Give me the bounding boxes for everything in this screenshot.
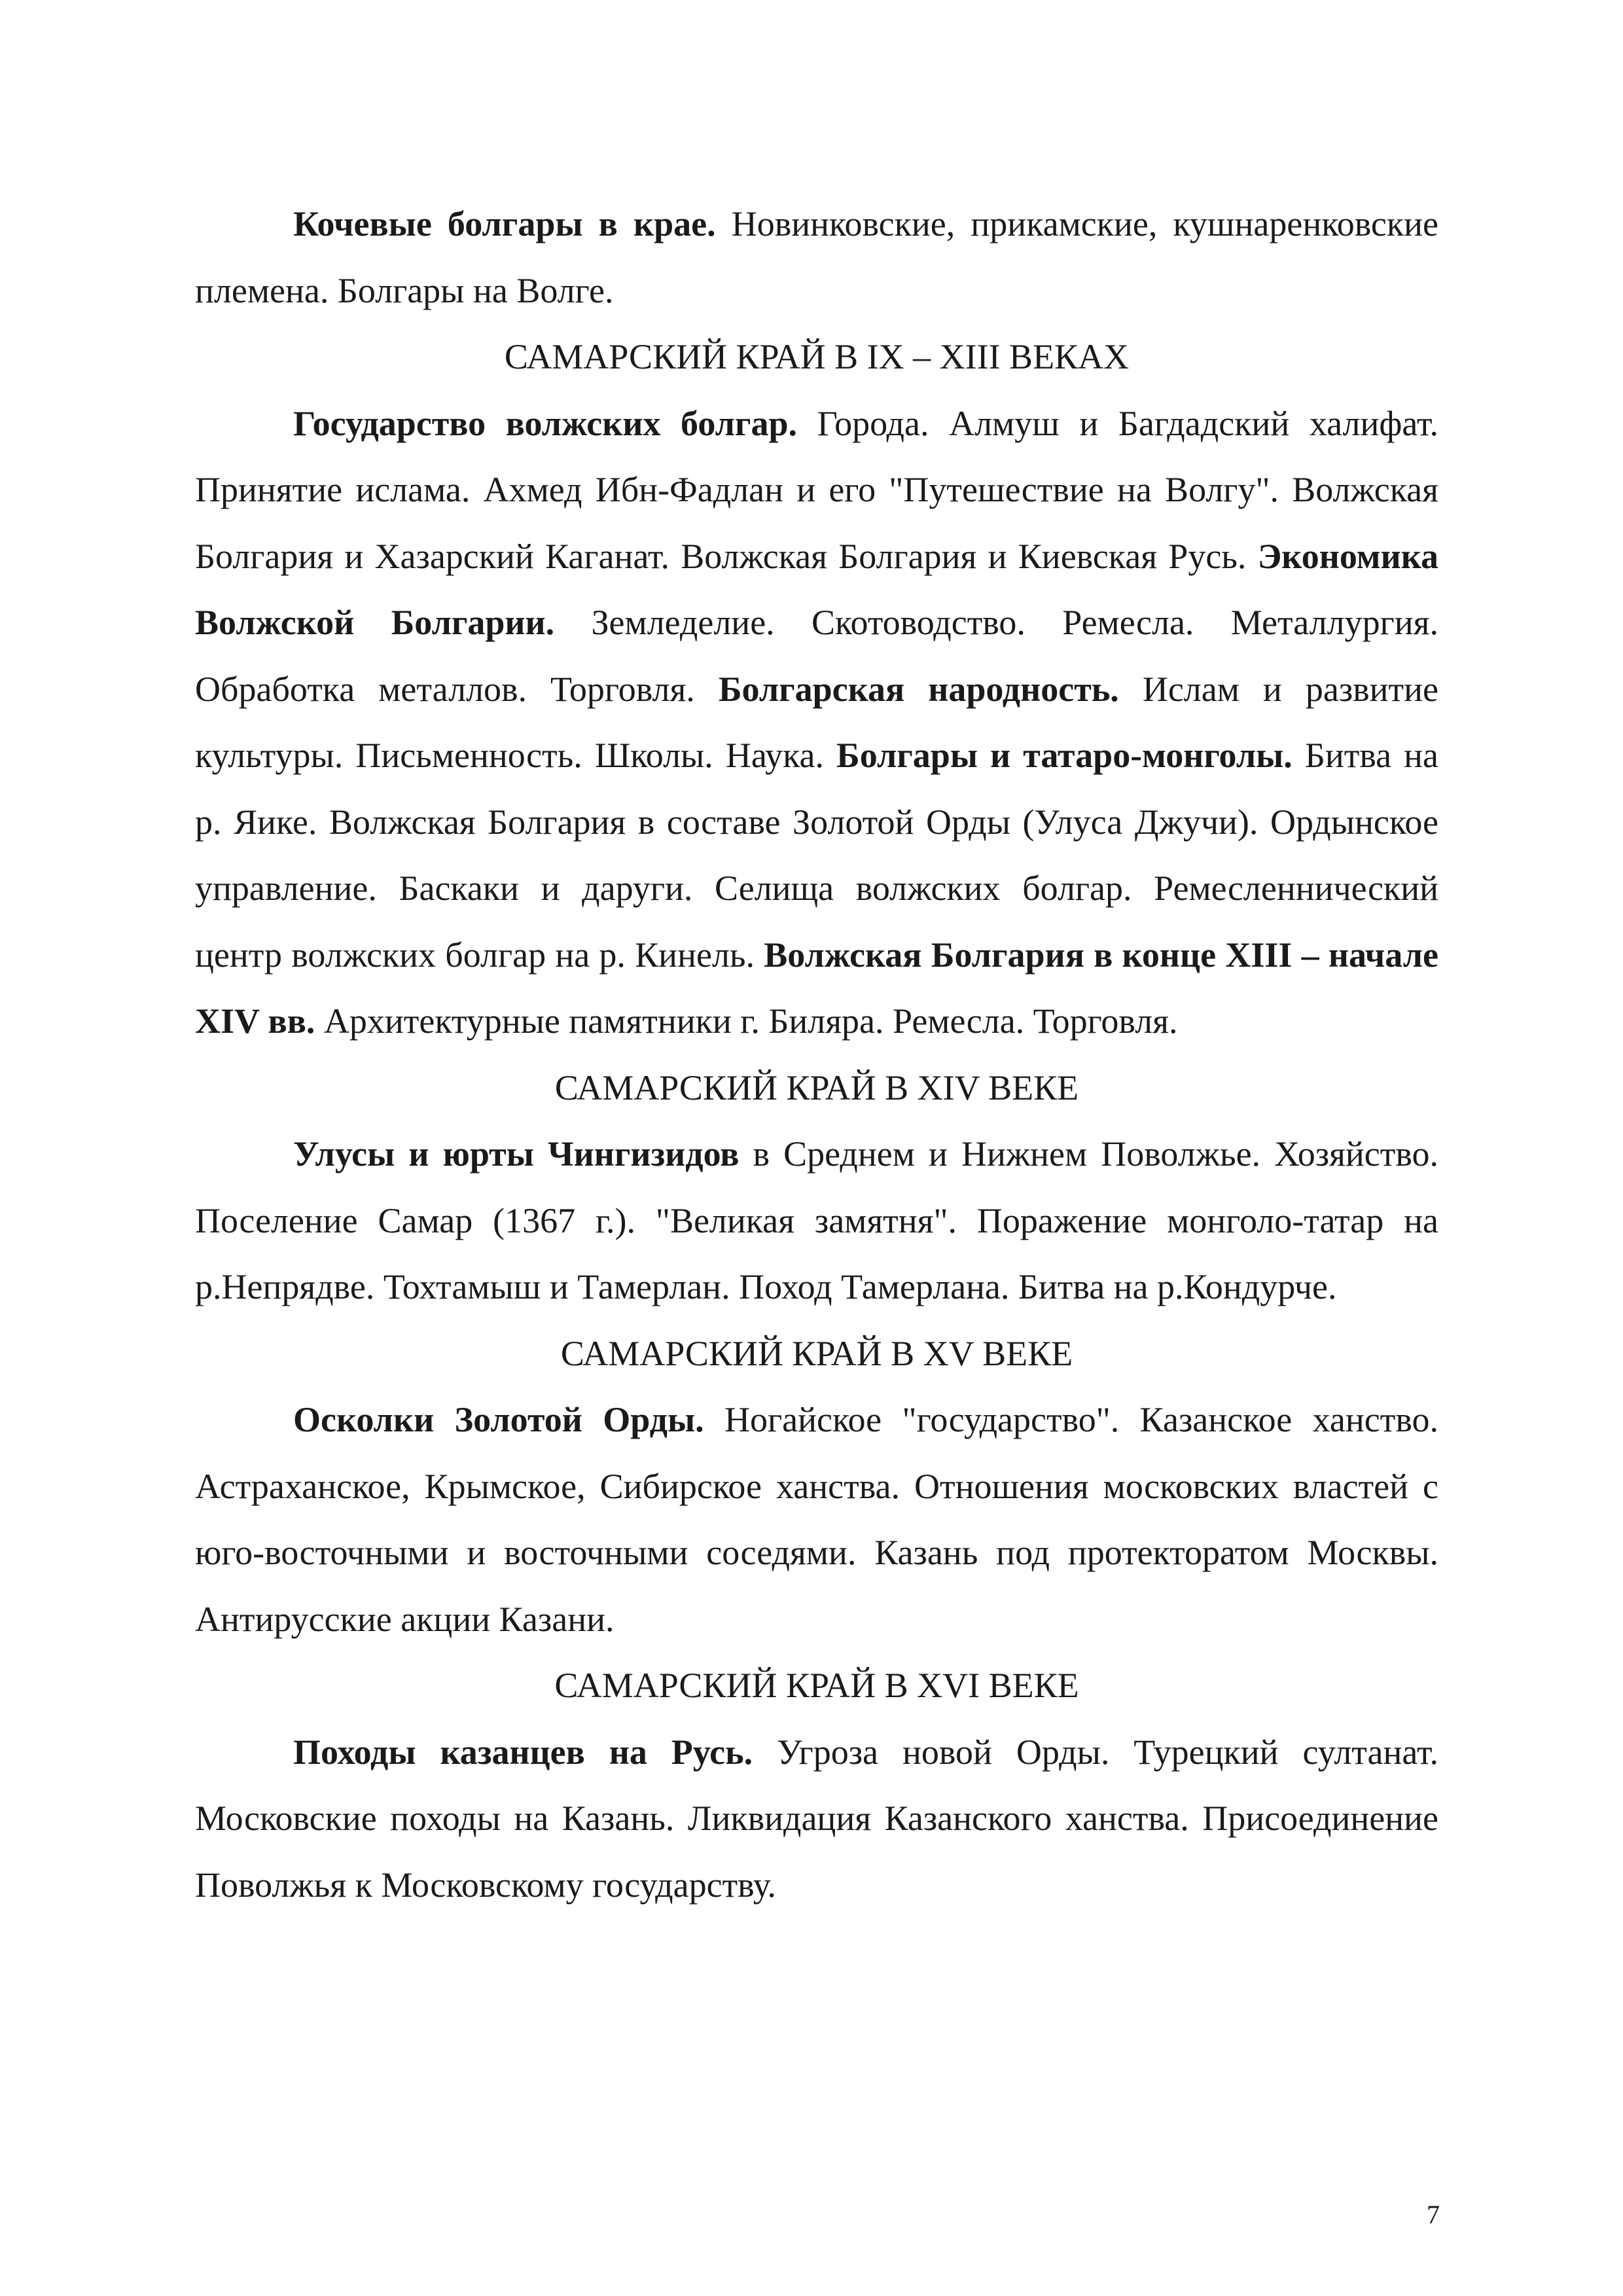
text-run: Города. Алмуш и Багдадский халифат. Принятие ислама. Ахмед Ибн-Фадлан и его "Путешествие на Волгу". Волжская Болгария и Хазарский Каганат. Волжская Болгария и Киевская Русь. (195, 403, 1439, 576)
bold-phrase: Государство волжских болгар. (293, 403, 797, 443)
text-run: Угроза новой Орды. Турецкий султанат. Московские походы на Казань. Ликвидация Казанского ханства. Присоединение Поволжья к Московскому государству. (195, 1732, 1438, 1905)
paragraph-golden-horde-fragments (195, 1387, 1438, 1653)
bold-phrase: Болгары и татаро-монголы. (836, 736, 1293, 775)
heading-ix-xiii-centuries: САМАРСКИЙ КРАЙ В IX – XIII ВЕКАХ (504, 337, 1130, 376)
page-text (195, 191, 1438, 1918)
text-run: Земледелие. Скотоводство. Ремесла. Металлургия. Обработка металлов. Торговля. (195, 603, 1438, 709)
bold-phrase: Улусы и юрты Чингизидов (293, 1134, 740, 1174)
page-number: 7 (1427, 2200, 1440, 2229)
text-run: Новинковские, прикамские, кушнаренковские племена. Болгары на Волге. (195, 204, 1438, 310)
bold-phrase: Кочевые болгары в крае. (293, 204, 716, 243)
text-run: в Среднем и Нижнем Поволжье. Хозяйство. Поселение Самар (1367 г.). "Великая замятня". Поражение монголо-татар на р.Непрядве. Тохтамыш и Тамерлан. Поход Тамерлана. Битва на р.Кондурче. (195, 1134, 1438, 1306)
bold-phrase: Болгарская народность. (718, 669, 1119, 709)
bold-phrase: Волжская Болгария в конце XIII – начале XIV вв. (195, 935, 1438, 1041)
text-run: Ногайское "государство". Казанское ханство. Астраханское, Крымское, Сибирское ханства. Отношения московских властей с юго-восточными и восточными соседями. Казань под протекторатом Москвы. Антирусские акции Казани. (195, 1400, 1438, 1639)
paragraph-kazan-campaigns (195, 1719, 1438, 1919)
bold-phrase: Экономика Волжской Болгарии. (195, 536, 1438, 642)
paragraph-volga-bulgaria (195, 391, 1438, 1055)
text-run: Архитектурные памятники г. Биляра. Ремесла. Торговля. (315, 1001, 1178, 1041)
heading-xv-century: САМАРСКИЙ КРАЙ В XV ВЕКЕ (560, 1333, 1073, 1373)
paragraph-uluses-yurts (195, 1121, 1438, 1321)
paragraph-nomadic-bulgars (195, 191, 1438, 324)
heading-xiv-century: САМАРСКИЙ КРАЙ В XIV ВЕКЕ (554, 1067, 1079, 1107)
bold-phrase: Осколки Золотой Орды. (293, 1400, 704, 1439)
text-run: Ислам и развитие культуры. Письменность. Школы. Наука. (195, 669, 1439, 775)
heading-xvi-century: САМАРСКИЙ КРАЙ В XVI ВЕКЕ (554, 1666, 1079, 1705)
bold-phrase: Походы казанцев на Русь. (293, 1732, 753, 1772)
text-run: Битва на р. Яике. Волжская Болгария в составе Золотой Орды (Улуса Джучи). Ордынское управление. Баскаки и даруги. Селища волжских болгар. Ремесленнический центр волжских болгар на р. Кинель. (195, 736, 1438, 975)
